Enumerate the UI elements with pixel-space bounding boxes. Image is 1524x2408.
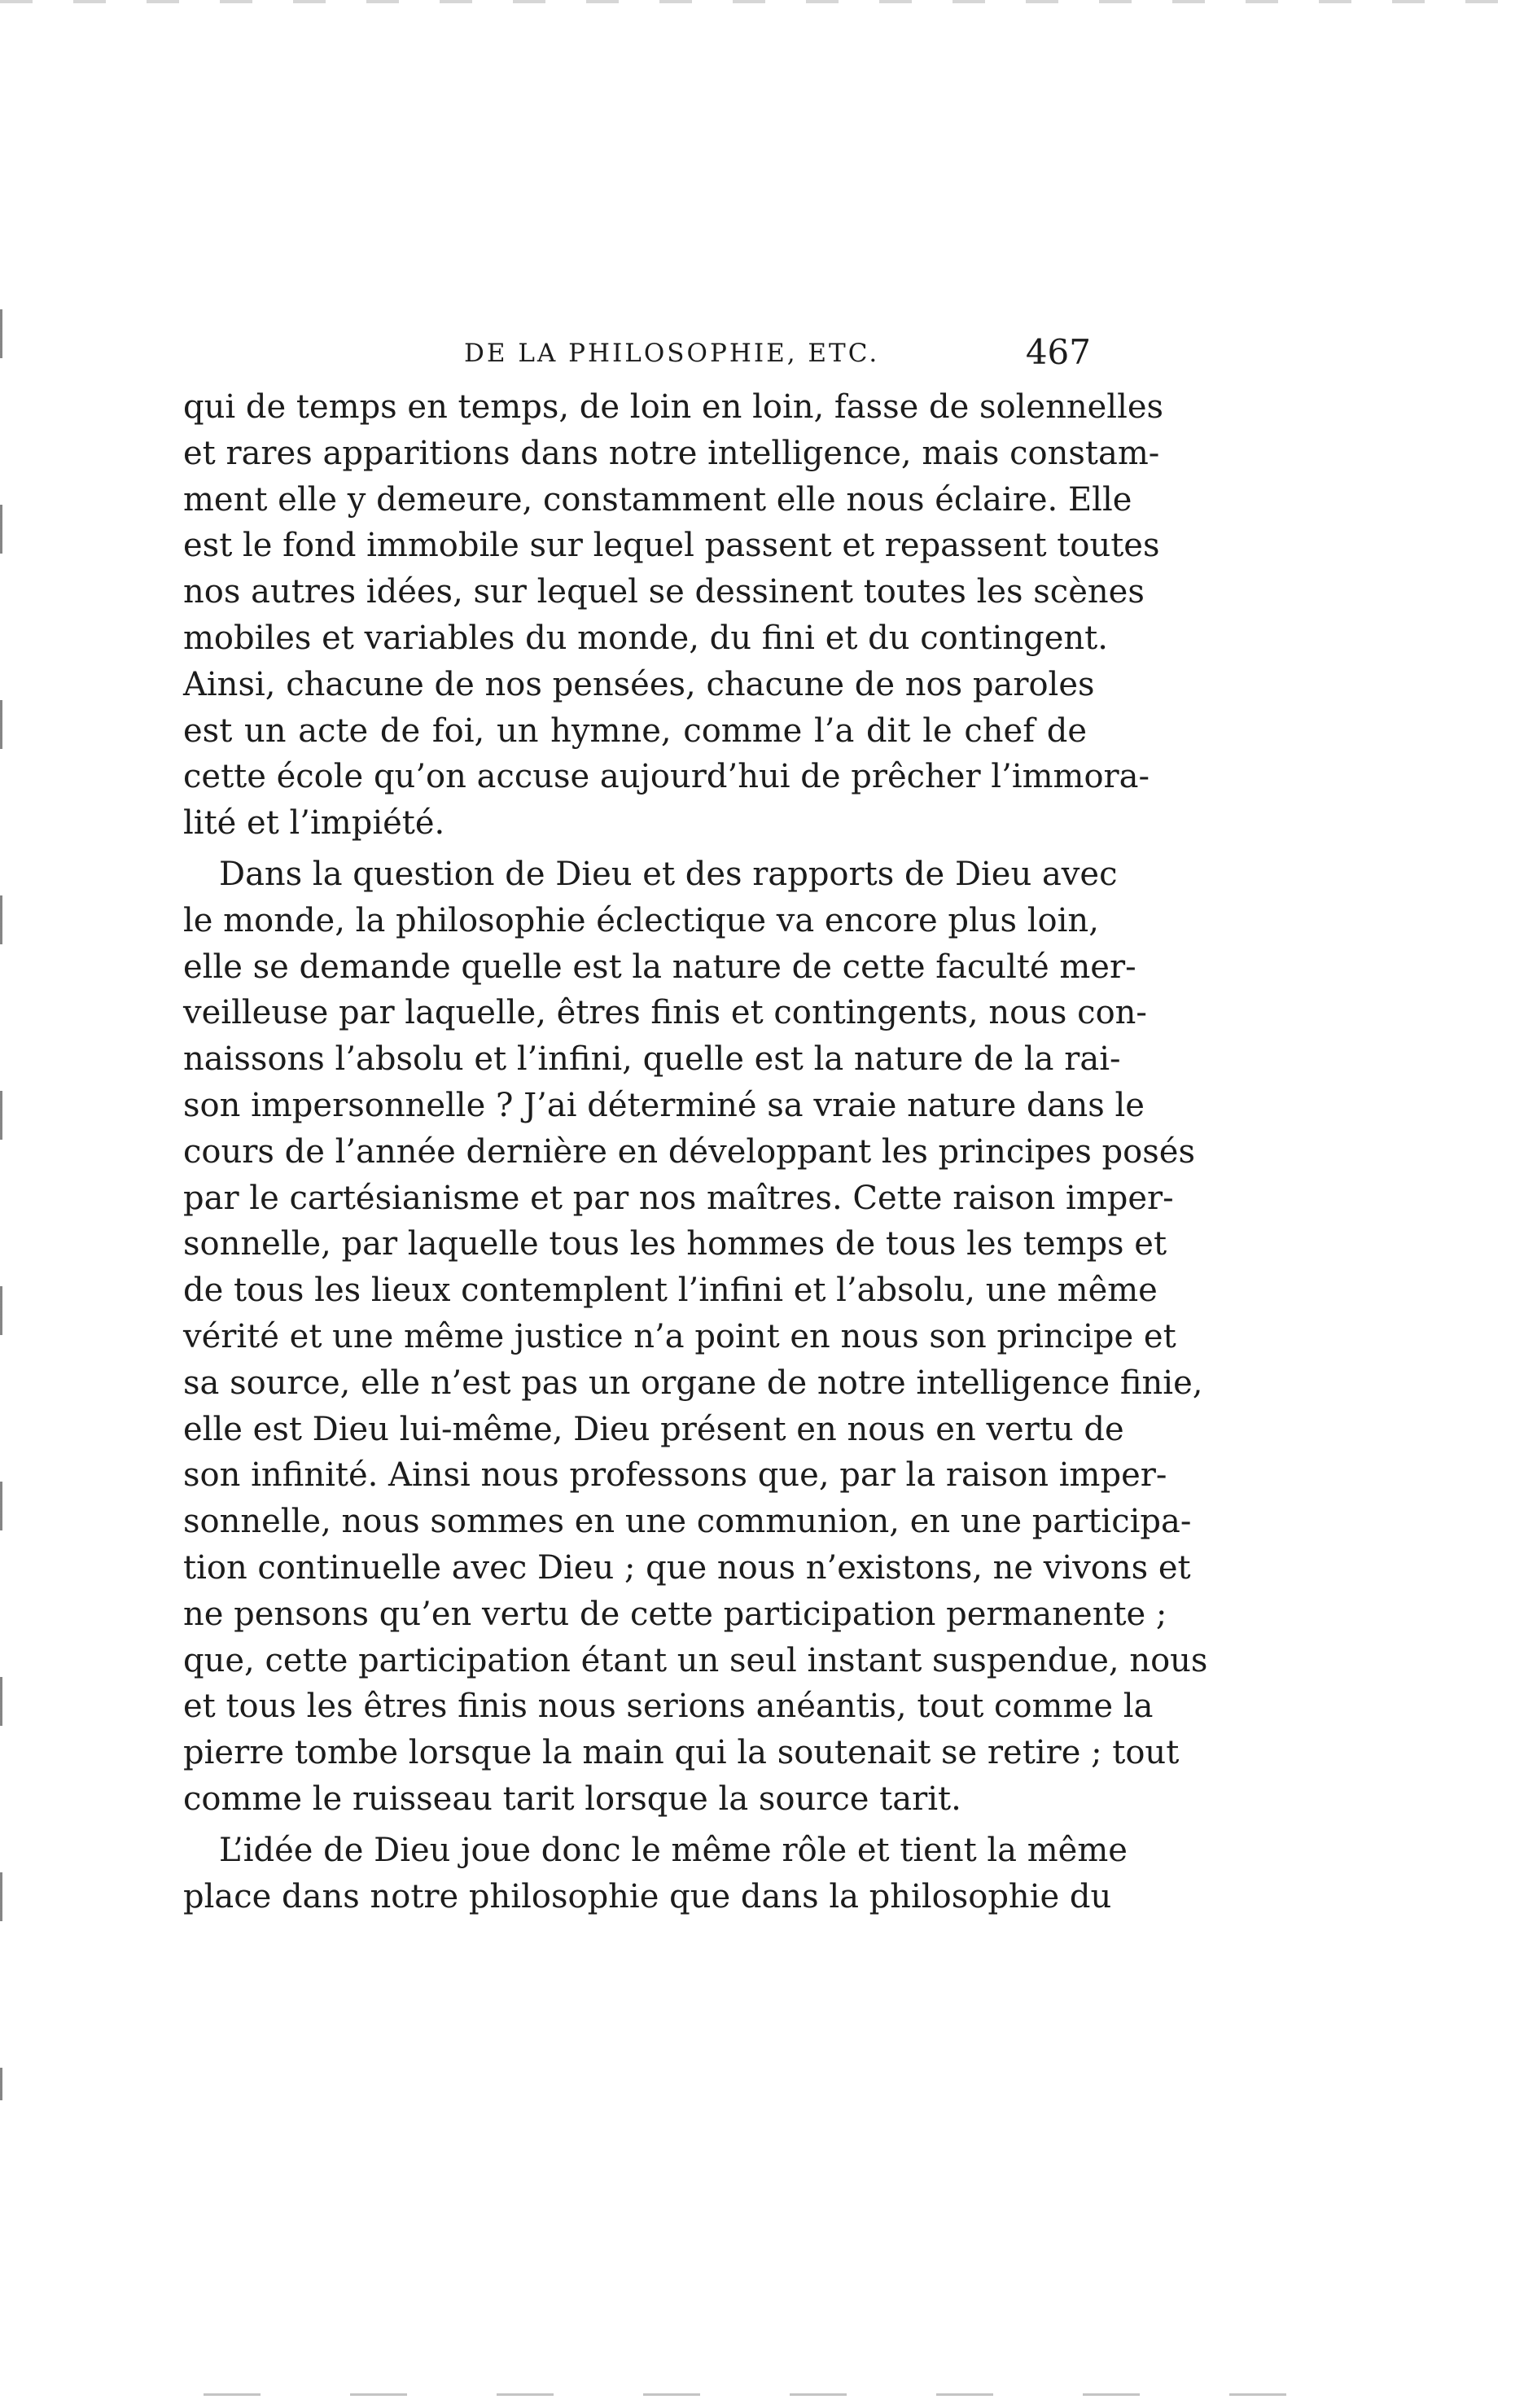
text-line: son impersonnelle ? J’ai déterminé sa vraie nature dans le: [183, 1086, 1145, 1124]
text-line: comme le ruisseau tarit lorsque la source tarit.: [183, 1780, 961, 1818]
text-line: son infinité. Ainsi nous professons que, par la raison imper-: [183, 1456, 1167, 1495]
text-line: L’idée de Dieu joue donc le même rôle et tient la même: [219, 1831, 1128, 1869]
text-line: elle est Dieu lui-même, Dieu présent en nous en vertu de: [183, 1410, 1124, 1448]
paragraph-2: [183, 852, 1208, 1823]
text-line: qui de temps en temps, de loin en loin, fasse de solennelles: [183, 388, 1164, 426]
text-line: que, cette participation étant un seul instant suspendue, nous: [183, 1641, 1208, 1679]
text-line: ment elle y demeure, constamment elle nous éclaire. Elle: [183, 480, 1132, 519]
scan-edge-top: [0, 0, 1524, 3]
text-line: sa source, elle n’est pas un organe de notre intelligence finie,: [183, 1364, 1203, 1402]
text-line: ne pensons qu’en vertu de cette participation permanente ;: [183, 1595, 1167, 1633]
text-line: de tous les lieux contemplent l’infini et l’absolu, une même: [183, 1272, 1158, 1310]
text-line: place dans notre philosophie que dans la philosophie du: [183, 1877, 1112, 1915]
text-line: sonnelle, nous sommes en une communion, en une participa-: [183, 1503, 1192, 1541]
text-line: pierre tombe lorsque la main qui la soutenait se retire ; tout: [183, 1734, 1180, 1772]
text-line: cette école qu’on accuse aujourd’hui de prêcher l’immora-: [183, 758, 1150, 796]
scan-edge-left: [0, 309, 2, 2100]
text-line: sonnelle, par laquelle tous les hommes de tous les temps et: [183, 1225, 1167, 1263]
text-line: vérité et une même justice n’a point en nous son principe et: [183, 1317, 1176, 1355]
text-line: Ainsi, chacune de nos pensées, chacune de nos paroles: [183, 665, 1095, 703]
page-body: [183, 384, 1208, 1920]
text-line: tion continuelle avec Dieu ; que nous n’existons, ne vivons et: [183, 1548, 1191, 1587]
text-line: le monde, la philosophie éclectique va encore plus loin,: [183, 901, 1099, 939]
running-head: [204, 332, 1099, 381]
paragraph-1: [183, 384, 1164, 847]
text-line: cours de l’année dernière en développant les principes posés: [183, 1132, 1195, 1171]
text-line: lité et l’impiété.: [183, 804, 445, 843]
text-line: et tous les êtres finis nous serions anéantis, tout comme la: [183, 1688, 1154, 1726]
text-line: elle se demande quelle est la nature de cette faculté mer-: [183, 948, 1136, 986]
text-line: naissons l’absolu et l’infini, quelle est la nature de la rai-: [183, 1040, 1121, 1079]
text-line: est le fond immobile sur lequel passent et repassent toutes: [183, 527, 1160, 565]
text-line: est un acte de foi, un hymne, comme l’a dit le chef de: [183, 711, 1087, 750]
page-number: 467: [1025, 332, 1091, 372]
paragraph-3: [183, 1828, 1128, 1920]
text-line: mobiles et variables du monde, du fini et du contingent.: [183, 619, 1108, 657]
text-line: par le cartésianisme et par nos maîtres. Cette raison imper-: [183, 1179, 1174, 1217]
text-line: et rares apparitions dans notre intelligence, mais constam-: [183, 434, 1160, 472]
text-line: nos autres idées, sur lequel se dessinent toutes les scènes: [183, 573, 1145, 611]
scan-edge-bottom: [204, 2393, 1361, 2396]
text-line: Dans la question de Dieu et des rapports de Dieu avec: [219, 855, 1118, 893]
running-title: DE LA PHILOSOPHIE, ETC.: [464, 339, 880, 368]
text-line: veilleuse par laquelle, êtres finis et contingents, nous con-: [183, 994, 1147, 1032]
